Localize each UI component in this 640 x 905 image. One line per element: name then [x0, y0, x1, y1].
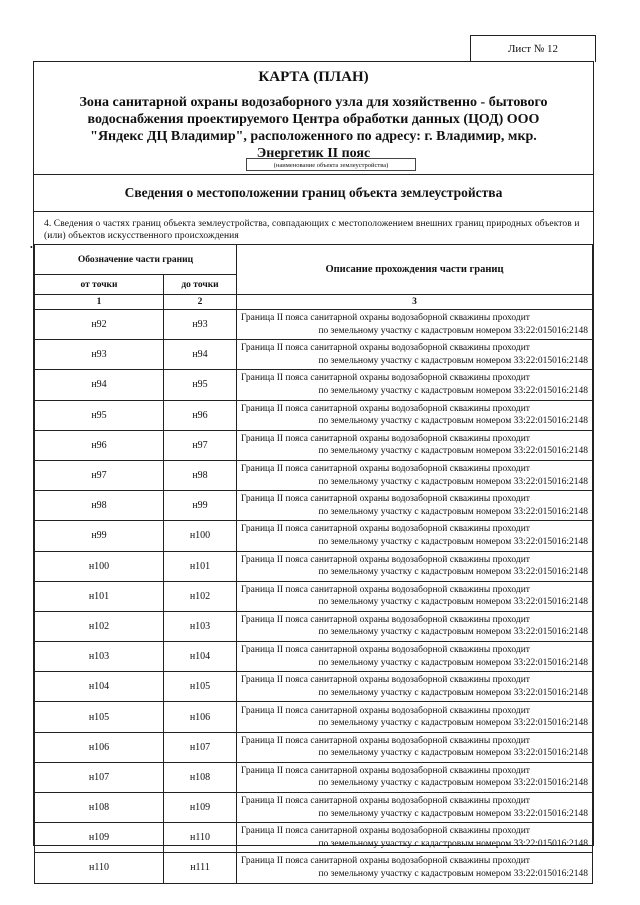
description-line-2: по земельному участку с кадастровым номером 33:22:015016:2148 — [318, 476, 588, 487]
table-row — [35, 340, 593, 370]
description-line-1: Граница II пояса санитарной охраны водозаборной скважины проходит — [241, 856, 530, 867]
point-to: н109 — [164, 793, 237, 823]
point-from: н109 — [35, 823, 164, 853]
description-line-1: Граница II пояса санитарной охраны водозаборной скважины проходит — [241, 433, 530, 444]
table-row — [35, 732, 593, 762]
boundary-description — [237, 521, 593, 551]
boundary-description — [237, 310, 593, 340]
point-to: н95 — [164, 370, 237, 400]
table-row — [35, 762, 593, 792]
point-from: н99 — [35, 521, 164, 551]
description-line-2: по земельному участку с кадастровым номером 33:22:015016:2148 — [318, 808, 588, 819]
table-row — [35, 702, 593, 732]
description-line-2: по земельному участку с кадастровым номером 33:22:015016:2148 — [318, 778, 588, 789]
col-number-1: 1 — [35, 295, 164, 310]
description-line-1: Граница II пояса санитарной охраны водозаборной скважины проходит — [241, 675, 530, 686]
point-to: н106 — [164, 702, 237, 732]
margin-mark: • — [30, 243, 33, 252]
point-from: н107 — [35, 762, 164, 792]
boundary-description — [237, 460, 593, 490]
point-to: н107 — [164, 732, 237, 762]
boundary-description — [237, 702, 593, 732]
description-line-1: Граница II пояса санитарной охраны водозаборной скважины проходит — [241, 313, 530, 324]
description-line-1: Граница II пояса санитарной охраны водозаборной скважины проходит — [241, 524, 530, 535]
table-row — [35, 460, 593, 490]
table-row — [35, 400, 593, 430]
page-title: КАРТА (ПЛАН) — [258, 69, 369, 85]
description-line-1: Граница II пояса санитарной охраны водозаборной скважины проходит — [241, 765, 530, 776]
point-from: н98 — [35, 491, 164, 521]
point-from: н93 — [35, 340, 164, 370]
boundary-description — [237, 672, 593, 702]
description-line-2: по земельному участку с кадастровым номером 33:22:015016:2148 — [318, 567, 588, 578]
point-from: н95 — [35, 400, 164, 430]
description-line-2: по земельному участку с кадастровым номером 33:22:015016:2148 — [318, 748, 588, 759]
point-to: н100 — [164, 521, 237, 551]
point-from: н104 — [35, 672, 164, 702]
table-row — [35, 823, 593, 853]
col-number-3: 3 — [237, 295, 593, 310]
description-line-2: по земельному участку с кадастровым номером 33:22:015016:2148 — [318, 446, 588, 457]
point-to: н99 — [164, 491, 237, 521]
description-line-1: Граница II пояса санитарной охраны водозаборной скважины проходит — [241, 614, 530, 625]
point-from: н103 — [35, 642, 164, 672]
point-from: н100 — [35, 551, 164, 581]
point-from: н110 — [35, 853, 164, 883]
boundary-description — [237, 551, 593, 581]
point-from: н94 — [35, 370, 164, 400]
point-to: н108 — [164, 762, 237, 792]
table-row — [35, 491, 593, 521]
boundary-description — [237, 370, 593, 400]
table-row — [35, 581, 593, 611]
table-row — [35, 793, 593, 823]
description-line-1: Граница II пояса санитарной охраны водозаборной скважины проходит — [241, 373, 530, 384]
description-line-1: Граница II пояса санитарной охраны водозаборной скважины проходит — [241, 403, 530, 414]
boundary-description — [237, 611, 593, 641]
table-row — [35, 853, 593, 883]
object-name: Зона санитарной охраны водозаборного узла для хозяйственно - бытового водоснабжения проектируемого Центра обработки данных (ЦОД) ООО "Яндекс ДЦ Владимир", расположенного по адресу: г. Владимир, мкр. Энергетик II пояс — [79, 95, 548, 161]
description-line-1: Граница II пояса санитарной охраны водозаборной скважины проходит — [241, 584, 530, 595]
point-from: н96 — [35, 430, 164, 460]
point-to: н103 — [164, 611, 237, 641]
boundary-description — [237, 400, 593, 430]
description-line-2: по земельному участку с кадастровым номером 33:22:015016:2148 — [318, 325, 588, 336]
group-header: Обозначение части границ — [35, 245, 237, 275]
section-title: Сведения о местоположении границ объекта землеустройства — [34, 175, 593, 212]
table-row — [35, 370, 593, 400]
table-row — [35, 521, 593, 551]
boundary-description — [237, 732, 593, 762]
document-frame — [33, 61, 594, 879]
boundary-description — [237, 581, 593, 611]
point-to: н94 — [164, 340, 237, 370]
table-row — [35, 672, 593, 702]
description-line-2: по земельному участку с кадастровым номером 33:22:015016:2148 — [318, 597, 588, 608]
point-to: н101 — [164, 551, 237, 581]
description-line-2: по земельному участку с кадастровым номером 33:22:015016:2148 — [318, 718, 588, 729]
table-row — [35, 642, 593, 672]
table-row — [35, 430, 593, 460]
description-line-2: по земельному участку с кадастровым номером 33:22:015016:2148 — [318, 657, 588, 668]
point-to: н102 — [164, 581, 237, 611]
section-note: 4. Сведения о частях границ объекта землеустройства, совпадающих с местоположением внешних границ природных объектов и (или) объектов искусственного происхождения — [44, 219, 580, 241]
point-from: н92 — [35, 310, 164, 340]
description-line-1: Граница II пояса санитарной охраны водозаборной скважины проходит — [241, 343, 530, 354]
boundary-description — [237, 793, 593, 823]
description-line-2: по земельному участку с кадастровым номером 33:22:015016:2148 — [318, 536, 588, 547]
description-line-1: Граница II пояса санитарной охраны водозаборной скважины проходит — [241, 494, 530, 505]
point-to: н111 — [164, 853, 237, 883]
description-line-2: по земельному участку с кадастровым номером 33:22:015016:2148 — [318, 355, 588, 366]
point-to: н110 — [164, 823, 237, 853]
description-line-2: по земельному участку с кадастровым номером 33:22:015016:2148 — [318, 838, 588, 849]
description-line-2: по земельному участку с кадастровым номером 33:22:015016:2148 — [318, 385, 588, 396]
boundary-description — [237, 430, 593, 460]
sheet-number: Лист № 12 — [470, 35, 596, 62]
col-header-to: до точки — [164, 275, 237, 295]
col-header-desc: Описание прохождения части границ — [237, 245, 593, 295]
table-row — [35, 611, 593, 641]
point-from: н97 — [35, 460, 164, 490]
point-to: н97 — [164, 430, 237, 460]
point-to: н105 — [164, 672, 237, 702]
description-line-1: Граница II пояса санитарной охраны водозаборной скважины проходит — [241, 554, 530, 565]
description-line-2: по земельному участку с кадастровым номером 33:22:015016:2148 — [318, 416, 588, 427]
col-header-from: от точки — [35, 275, 164, 295]
point-from: н102 — [35, 611, 164, 641]
description-line-1: Граница II пояса санитарной охраны водозаборной скважины проходит — [241, 796, 530, 807]
point-from: н105 — [35, 702, 164, 732]
description-line-1: Граница II пояса санитарной охраны водозаборной скважины проходит — [241, 826, 530, 837]
col-number-2: 2 — [164, 295, 237, 310]
description-line-2: по земельному участку с кадастровым номером 33:22:015016:2148 — [318, 868, 588, 879]
boundary-description — [237, 340, 593, 370]
description-line-1: Граница II пояса санитарной охраны водозаборной скважины проходит — [241, 705, 530, 716]
description-line-2: по земельному участку с кадастровым номером 33:22:015016:2148 — [318, 506, 588, 517]
boundary-description — [237, 762, 593, 792]
boundary-description — [237, 642, 593, 672]
boundary-table — [34, 244, 593, 884]
boundary-description — [237, 491, 593, 521]
point-from: н108 — [35, 793, 164, 823]
object-name-caption: (наименование объекта землеустройства) — [246, 158, 416, 171]
point-from: н101 — [35, 581, 164, 611]
description-line-1: Граница II пояса санитарной охраны водозаборной скважины проходит — [241, 464, 530, 475]
table-row — [35, 551, 593, 581]
boundary-description — [237, 823, 593, 853]
description-line-1: Граница II пояса санитарной охраны водозаборной скважины проходит — [241, 645, 530, 656]
title-block — [34, 62, 593, 175]
description-line-2: по земельному участку с кадастровым номером 33:22:015016:2148 — [318, 627, 588, 638]
description-line-1: Граница II пояса санитарной охраны водозаборной скважины проходит — [241, 735, 530, 746]
table-row — [35, 310, 593, 340]
boundary-description — [237, 853, 593, 883]
point-from: н106 — [35, 732, 164, 762]
point-to: н96 — [164, 400, 237, 430]
point-to: н98 — [164, 460, 237, 490]
description-line-2: по земельному участку с кадастровым номером 33:22:015016:2148 — [318, 687, 588, 698]
point-to: н93 — [164, 310, 237, 340]
point-to: н104 — [164, 642, 237, 672]
